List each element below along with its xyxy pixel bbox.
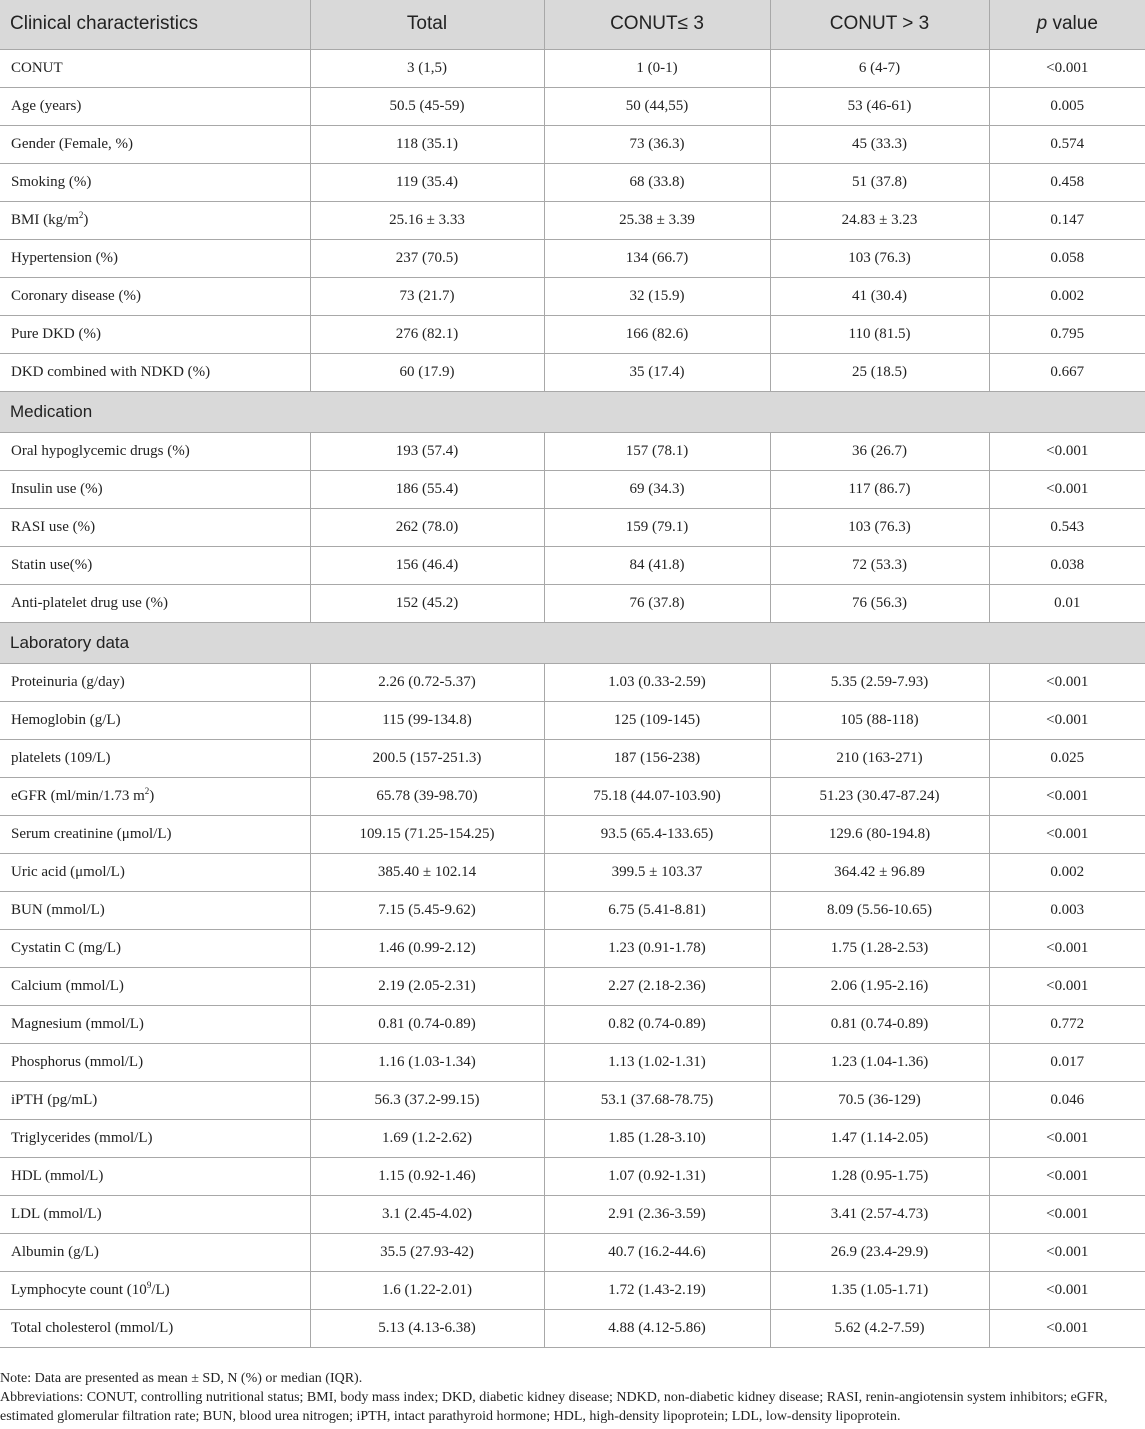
cell-characteristic: HDL (mmol/L) <box>0 1157 310 1195</box>
table-row <box>0 1119 1145 1157</box>
cell-total: 5.13 (4.13-6.38) <box>310 1309 544 1347</box>
cell-p-value: 0.458 <box>989 163 1145 201</box>
cell-conut-high: 25 (18.5) <box>770 353 989 391</box>
cell-characteristic: Uric acid (μmol/L) <box>0 853 310 891</box>
table-row <box>0 508 1145 546</box>
cell-total: 7.15 (5.45-9.62) <box>310 891 544 929</box>
table-row <box>0 315 1145 353</box>
label-suffix: ) <box>83 211 89 228</box>
cell-conut-high: 110 (81.5) <box>770 315 989 353</box>
cell-conut-low: 50 (44,55) <box>544 87 770 125</box>
cell-p-value: <0.001 <box>989 1119 1145 1157</box>
table-row <box>0 853 1145 891</box>
cell-p-value: <0.001 <box>989 49 1145 87</box>
cell-conut-low: 1.07 (0.92-1.31) <box>544 1157 770 1195</box>
cell-characteristic: Magnesium (mmol/L) <box>0 1005 310 1043</box>
table-row <box>0 815 1145 853</box>
cell-total: 2.26 (0.72-5.37) <box>310 663 544 701</box>
cell-conut-low: 1.23 (0.91-1.78) <box>544 929 770 967</box>
cell-conut-low: 35 (17.4) <box>544 353 770 391</box>
table-row <box>0 701 1145 739</box>
header-value-text: value <box>1052 13 1098 35</box>
cell-conut-low: 32 (15.9) <box>544 277 770 315</box>
cell-conut-low: 134 (66.7) <box>544 239 770 277</box>
table-notes <box>0 1369 1140 1426</box>
cell-p-value: 0.005 <box>989 87 1145 125</box>
table-row <box>0 1195 1145 1233</box>
cell-total: 262 (78.0) <box>310 508 544 546</box>
table-row <box>0 1043 1145 1081</box>
cell-conut-high: 1.35 (1.05-1.71) <box>770 1271 989 1309</box>
cell-conut-high: 117 (86.7) <box>770 470 989 508</box>
cell-total: 25.16 ± 3.33 <box>310 201 544 239</box>
cell-total: 186 (55.4) <box>310 470 544 508</box>
header-conut-low: CONUT≤ 3 <box>544 0 770 49</box>
cell-conut-low: 187 (156-238) <box>544 739 770 777</box>
cell-conut-high: 45 (33.3) <box>770 125 989 163</box>
cell-conut-low: 1.03 (0.33-2.59) <box>544 663 770 701</box>
cell-conut-high: 70.5 (36-129) <box>770 1081 989 1119</box>
table-row <box>0 163 1145 201</box>
header-p-italic: p <box>1036 13 1048 35</box>
cell-conut-high: 1.75 (1.28-2.53) <box>770 929 989 967</box>
cell-conut-high: 51 (37.8) <box>770 163 989 201</box>
cell-total: 1.46 (0.99-2.12) <box>310 929 544 967</box>
cell-characteristic: LDL (mmol/L) <box>0 1195 310 1233</box>
cell-characteristic <box>0 777 310 815</box>
cell-conut-high: 41 (30.4) <box>770 277 989 315</box>
cell-p-value: 0.574 <box>989 125 1145 163</box>
cell-p-value: 0.795 <box>989 315 1145 353</box>
label-suffix: ) <box>149 787 155 804</box>
cell-characteristic <box>0 201 310 239</box>
cell-characteristic <box>0 1271 310 1309</box>
table-row <box>0 87 1145 125</box>
cell-conut-high: 24.83 ± 3.23 <box>770 201 989 239</box>
cell-total: 109.15 (71.25-154.25) <box>310 815 544 853</box>
cell-conut-low: 69 (34.3) <box>544 470 770 508</box>
cell-conut-low: 75.18 (44.07-103.90) <box>544 777 770 815</box>
cell-conut-low: 53.1 (37.68-78.75) <box>544 1081 770 1119</box>
cell-conut-high: 1.28 (0.95-1.75) <box>770 1157 989 1195</box>
cell-p-value: 0.058 <box>989 239 1145 277</box>
table-row <box>0 353 1145 391</box>
cell-characteristic: DKD combined with NDKD (%) <box>0 353 310 391</box>
cell-p-value: 0.01 <box>989 584 1145 622</box>
cell-conut-high: 8.09 (5.56-10.65) <box>770 891 989 929</box>
cell-conut-high: 36 (26.7) <box>770 432 989 470</box>
header-conut-high: CONUT > 3 <box>770 0 989 49</box>
cell-conut-high: 103 (76.3) <box>770 508 989 546</box>
cell-p-value: <0.001 <box>989 663 1145 701</box>
cell-total: 118 (35.1) <box>310 125 544 163</box>
cell-p-value: 0.017 <box>989 1043 1145 1081</box>
table-row <box>0 1005 1145 1043</box>
cell-conut-high: 1.23 (1.04-1.36) <box>770 1043 989 1081</box>
cell-conut-high: 26.9 (23.4-29.9) <box>770 1233 989 1271</box>
table-row <box>0 239 1145 277</box>
table-row <box>0 470 1145 508</box>
cell-p-value: <0.001 <box>989 1157 1145 1195</box>
cell-total: 65.78 (39-98.70) <box>310 777 544 815</box>
cell-conut-high: 129.6 (80-194.8) <box>770 815 989 853</box>
cell-conut-low: 73 (36.3) <box>544 125 770 163</box>
cell-characteristic: Gender (Female, %) <box>0 125 310 163</box>
cell-characteristic: BUN (mmol/L) <box>0 891 310 929</box>
table-header-row <box>0 0 1145 49</box>
cell-total: 1.6 (1.22-2.01) <box>310 1271 544 1309</box>
cell-conut-high: 6 (4-7) <box>770 49 989 87</box>
cell-conut-high: 51.23 (30.47-87.24) <box>770 777 989 815</box>
label-superscript: 9 <box>146 1279 152 1290</box>
cell-p-value: <0.001 <box>989 777 1145 815</box>
table-row <box>0 891 1145 929</box>
cell-conut-low: 93.5 (65.4-133.65) <box>544 815 770 853</box>
cell-conut-low: 2.91 (2.36-3.59) <box>544 1195 770 1233</box>
cell-conut-high: 72 (53.3) <box>770 546 989 584</box>
cell-conut-low: 4.88 (4.12-5.86) <box>544 1309 770 1347</box>
table-row <box>0 49 1145 87</box>
table-row <box>0 584 1145 622</box>
table-row <box>0 432 1145 470</box>
cell-characteristic: Coronary disease (%) <box>0 277 310 315</box>
cell-conut-high: 2.06 (1.95-2.16) <box>770 967 989 1005</box>
label-text: BMI (kg/m <box>11 211 79 228</box>
table-row <box>0 125 1145 163</box>
cell-p-value: <0.001 <box>989 929 1145 967</box>
table-body <box>0 49 1145 1347</box>
cell-p-value: 0.667 <box>989 353 1145 391</box>
cell-conut-low: 25.38 ± 3.39 <box>544 201 770 239</box>
table-row <box>0 1233 1145 1271</box>
cell-conut-low: 1.85 (1.28-3.10) <box>544 1119 770 1157</box>
cell-conut-high: 0.81 (0.74-0.89) <box>770 1005 989 1043</box>
section-title: Laboratory data <box>0 622 1145 663</box>
cell-total: 3.1 (2.45-4.02) <box>310 1195 544 1233</box>
cell-p-value: <0.001 <box>989 1271 1145 1309</box>
cell-conut-high: 5.35 (2.59-7.93) <box>770 663 989 701</box>
table-row <box>0 1157 1145 1195</box>
cell-characteristic: Hemoglobin (g/L) <box>0 701 310 739</box>
cell-p-value: 0.038 <box>989 546 1145 584</box>
cell-conut-high: 1.47 (1.14-2.05) <box>770 1119 989 1157</box>
cell-conut-low: 6.75 (5.41-8.81) <box>544 891 770 929</box>
cell-p-value: 0.543 <box>989 508 1145 546</box>
section-title: Medication <box>0 391 1145 432</box>
cell-conut-high: 3.41 (2.57-4.73) <box>770 1195 989 1233</box>
cell-total: 156 (46.4) <box>310 546 544 584</box>
cell-p-value: 0.002 <box>989 853 1145 891</box>
label-text: eGFR (ml/min/1.73 m <box>11 787 145 804</box>
cell-total: 152 (45.2) <box>310 584 544 622</box>
cell-total: 237 (70.5) <box>310 239 544 277</box>
cell-total: 276 (82.1) <box>310 315 544 353</box>
cell-conut-low: 76 (37.8) <box>544 584 770 622</box>
cell-p-value: <0.001 <box>989 815 1145 853</box>
cell-total: 193 (57.4) <box>310 432 544 470</box>
cell-characteristic: iPTH (pg/mL) <box>0 1081 310 1119</box>
cell-characteristic: Hypertension (%) <box>0 239 310 277</box>
section-row <box>0 622 1145 663</box>
cell-characteristic: Serum creatinine (μmol/L) <box>0 815 310 853</box>
cell-p-value: 0.002 <box>989 277 1145 315</box>
cell-total: 56.3 (37.2-99.15) <box>310 1081 544 1119</box>
cell-total: 73 (21.7) <box>310 277 544 315</box>
cell-p-value: 0.025 <box>989 739 1145 777</box>
table-row <box>0 663 1145 701</box>
table-row <box>0 1271 1145 1309</box>
cell-conut-high: 210 (163-271) <box>770 739 989 777</box>
cell-conut-low: 40.7 (16.2-44.6) <box>544 1233 770 1271</box>
table-row <box>0 967 1145 1005</box>
table-row <box>0 546 1145 584</box>
label-superscript: 2 <box>144 785 150 796</box>
cell-total: 50.5 (45-59) <box>310 87 544 125</box>
cell-conut-low: 399.5 ± 103.37 <box>544 853 770 891</box>
cell-p-value: <0.001 <box>989 1233 1145 1271</box>
cell-characteristic: Anti-platelet drug use (%) <box>0 584 310 622</box>
cell-p-value: <0.001 <box>989 432 1145 470</box>
cell-conut-high: 5.62 (4.2-7.59) <box>770 1309 989 1347</box>
cell-conut-low: 125 (109-145) <box>544 701 770 739</box>
section-row <box>0 391 1145 432</box>
table-row <box>0 929 1145 967</box>
cell-conut-low: 166 (82.6) <box>544 315 770 353</box>
cell-conut-low: 159 (79.1) <box>544 508 770 546</box>
cell-total: 2.19 (2.05-2.31) <box>310 967 544 1005</box>
table-row <box>0 277 1145 315</box>
label-suffix: /L) <box>151 1281 170 1298</box>
cell-p-value: 0.772 <box>989 1005 1145 1043</box>
cell-total: 3 (1,5) <box>310 49 544 87</box>
cell-characteristic: platelets (109/L) <box>0 739 310 777</box>
header-clinical-characteristics: Clinical characteristics <box>0 0 310 49</box>
cell-total: 119 (35.4) <box>310 163 544 201</box>
cell-conut-low: 2.27 (2.18-2.36) <box>544 967 770 1005</box>
cell-characteristic: Insulin use (%) <box>0 470 310 508</box>
cell-p-value: <0.001 <box>989 1195 1145 1233</box>
cell-characteristic: Proteinuria (g/day) <box>0 663 310 701</box>
header-p-value <box>989 0 1145 49</box>
cell-conut-high: 364.42 ± 96.89 <box>770 853 989 891</box>
cell-p-value: <0.001 <box>989 470 1145 508</box>
cell-p-value: <0.001 <box>989 701 1145 739</box>
label-text: Lymphocyte count (10 <box>11 1281 147 1298</box>
cell-total: 200.5 (157-251.3) <box>310 739 544 777</box>
cell-characteristic: Total cholesterol (mmol/L) <box>0 1309 310 1347</box>
cell-conut-high: 103 (76.3) <box>770 239 989 277</box>
cell-characteristic: Phosphorus (mmol/L) <box>0 1043 310 1081</box>
cell-characteristic: Cystatin C (mg/L) <box>0 929 310 967</box>
cell-total: 60 (17.9) <box>310 353 544 391</box>
cell-p-value: 0.046 <box>989 1081 1145 1119</box>
cell-characteristic: Pure DKD (%) <box>0 315 310 353</box>
cell-characteristic: CONUT <box>0 49 310 87</box>
cell-conut-low: 1.72 (1.43-2.19) <box>544 1271 770 1309</box>
table-row <box>0 777 1145 815</box>
cell-characteristic: Calcium (mmol/L) <box>0 967 310 1005</box>
label-superscript: 2 <box>78 209 84 220</box>
cell-characteristic: Age (years) <box>0 87 310 125</box>
header-total: Total <box>310 0 544 49</box>
cell-characteristic: Smoking (%) <box>0 163 310 201</box>
cell-conut-low: 68 (33.8) <box>544 163 770 201</box>
cell-conut-low: 1 (0-1) <box>544 49 770 87</box>
cell-characteristic: Triglycerides (mmol/L) <box>0 1119 310 1157</box>
table-row <box>0 1309 1145 1347</box>
cell-conut-high: 76 (56.3) <box>770 584 989 622</box>
cell-characteristic: RASI use (%) <box>0 508 310 546</box>
cell-conut-high: 105 (88-118) <box>770 701 989 739</box>
table-row <box>0 739 1145 777</box>
cell-total: 1.69 (1.2-2.62) <box>310 1119 544 1157</box>
cell-conut-low: 157 (78.1) <box>544 432 770 470</box>
cell-total: 35.5 (27.93-42) <box>310 1233 544 1271</box>
cell-p-value: 0.003 <box>989 891 1145 929</box>
cell-characteristic: Albumin (g/L) <box>0 1233 310 1271</box>
cell-total: 115 (99-134.8) <box>310 701 544 739</box>
cell-conut-high: 53 (46-61) <box>770 87 989 125</box>
cell-total: 1.15 (0.92-1.46) <box>310 1157 544 1195</box>
cell-p-value: <0.001 <box>989 967 1145 1005</box>
cell-conut-low: 0.82 (0.74-0.89) <box>544 1005 770 1043</box>
cell-characteristic: Oral hypoglycemic drugs (%) <box>0 432 310 470</box>
note-line: Note: Data are presented as mean ± SD, N (%) or median (IQR). <box>0 1371 363 1386</box>
cell-total: 385.40 ± 102.14 <box>310 853 544 891</box>
table-row <box>0 201 1145 239</box>
cell-p-value: 0.147 <box>989 201 1145 239</box>
table-row <box>0 1081 1145 1119</box>
cell-conut-low: 1.13 (1.02-1.31) <box>544 1043 770 1081</box>
abbreviations-line: Abbreviations: CONUT, controlling nutritional status; BMI, body mass index; DKD, diabetic kidney disease; NDKD, non-diabetic kidney disease; RASI, renin-angiotensin system inhibitors; eGFR, estimated glomerular filtration rate; BUN, blood urea nitrogen; iPTH, intact parathyroid hormone; HDL, high-density lipoprotein; LDL, low-density lipoprotein. <box>0 1390 1108 1424</box>
cell-p-value: <0.001 <box>989 1309 1145 1347</box>
cell-conut-low: 84 (41.8) <box>544 546 770 584</box>
cell-total: 0.81 (0.74-0.89) <box>310 1005 544 1043</box>
cell-total: 1.16 (1.03-1.34) <box>310 1043 544 1081</box>
cell-characteristic: Statin use(%) <box>0 546 310 584</box>
